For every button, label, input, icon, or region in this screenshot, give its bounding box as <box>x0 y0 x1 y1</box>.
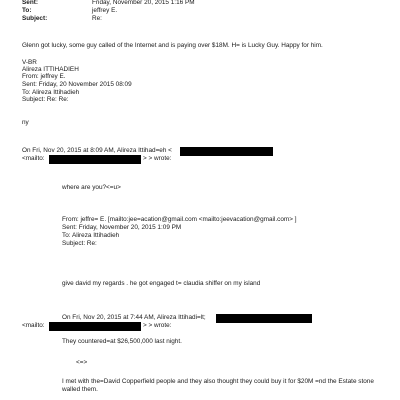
signature-line-2: Alireza ITTIHADIEH <box>22 66 79 73</box>
quote1-mailto: <mailto: <box>22 155 45 162</box>
redaction-block <box>49 322 141 331</box>
fwd2-to: To: Alireza Ittihadieh <box>62 232 120 239</box>
to-value: jeffrey E. <box>92 7 118 14</box>
quote1-prefix: On Fri, Nov 20, 2015 at 8:09 AM, Alireza Ittihad=eh < <box>22 147 172 154</box>
ny-text: ny <box>22 119 29 126</box>
sent-label: Sent: <box>22 0 38 6</box>
redaction-block <box>216 314 312 323</box>
signature-line-1: V-BR <box>22 59 37 66</box>
quote1-wrote: > > wrote: <box>143 155 172 162</box>
fwd1-subject: Subject: Re: Re: <box>22 96 69 103</box>
subject-value: Re: <box>92 15 102 22</box>
to-row <box>22 7 117 15</box>
to-label: To: <box>22 7 32 14</box>
subject-label: Subject: <box>22 15 48 22</box>
sent-value: Friday, November 20, 2015 1:16 PM <box>92 0 195 6</box>
where-text: where are you?<=u> <box>62 184 121 191</box>
quote2-wrote: > > wrote: <box>143 322 172 329</box>
fwd2-from: From: jeffre= E. [mailto:jee=acation@gmail.com <mailto:jeevacation@gmail.com> ] <box>62 216 297 223</box>
reply-text: Glenn got lucky, some guy called of the Internet and is paying over $18M. H= is Lucky Guy. Happy for him. <box>22 42 323 49</box>
fwd2-subject: Subject: Re: <box>62 240 97 247</box>
marker-text: <=> <box>76 359 88 366</box>
copperfield-line-2: walled them. <box>62 386 98 393</box>
fwd1-from: From: jeffrey E. <box>22 73 66 80</box>
redaction-block <box>180 147 273 156</box>
quote2-prefix: On Fri, Nov 20, 2015 at 7:44 AM, Alireza Ittihadi=lt; <box>62 314 206 321</box>
copperfield-line-1: I met with the=David Copperfield people and they also thought they could buy it for $20M =nd the Estate stone <box>62 378 374 385</box>
sent-row <box>22 0 195 7</box>
redaction-block <box>49 155 141 164</box>
fwd2-sent: Sent: Friday, November 20, 2015 1:09 PM <box>62 224 182 231</box>
fwd1-sent: Sent: Friday, 20 November 2015 08:09 <box>22 81 132 88</box>
regards-text: give david my regards . he got engaged t= claudia shiffer on my island <box>62 280 261 287</box>
subject-row <box>22 15 102 23</box>
countered-text: They countered=at $26,500,000 last night. <box>62 338 182 345</box>
quote2-mailto: <mailto: <box>22 322 45 329</box>
fwd1-to: To: Alireza Ittihadieh <box>22 89 80 96</box>
